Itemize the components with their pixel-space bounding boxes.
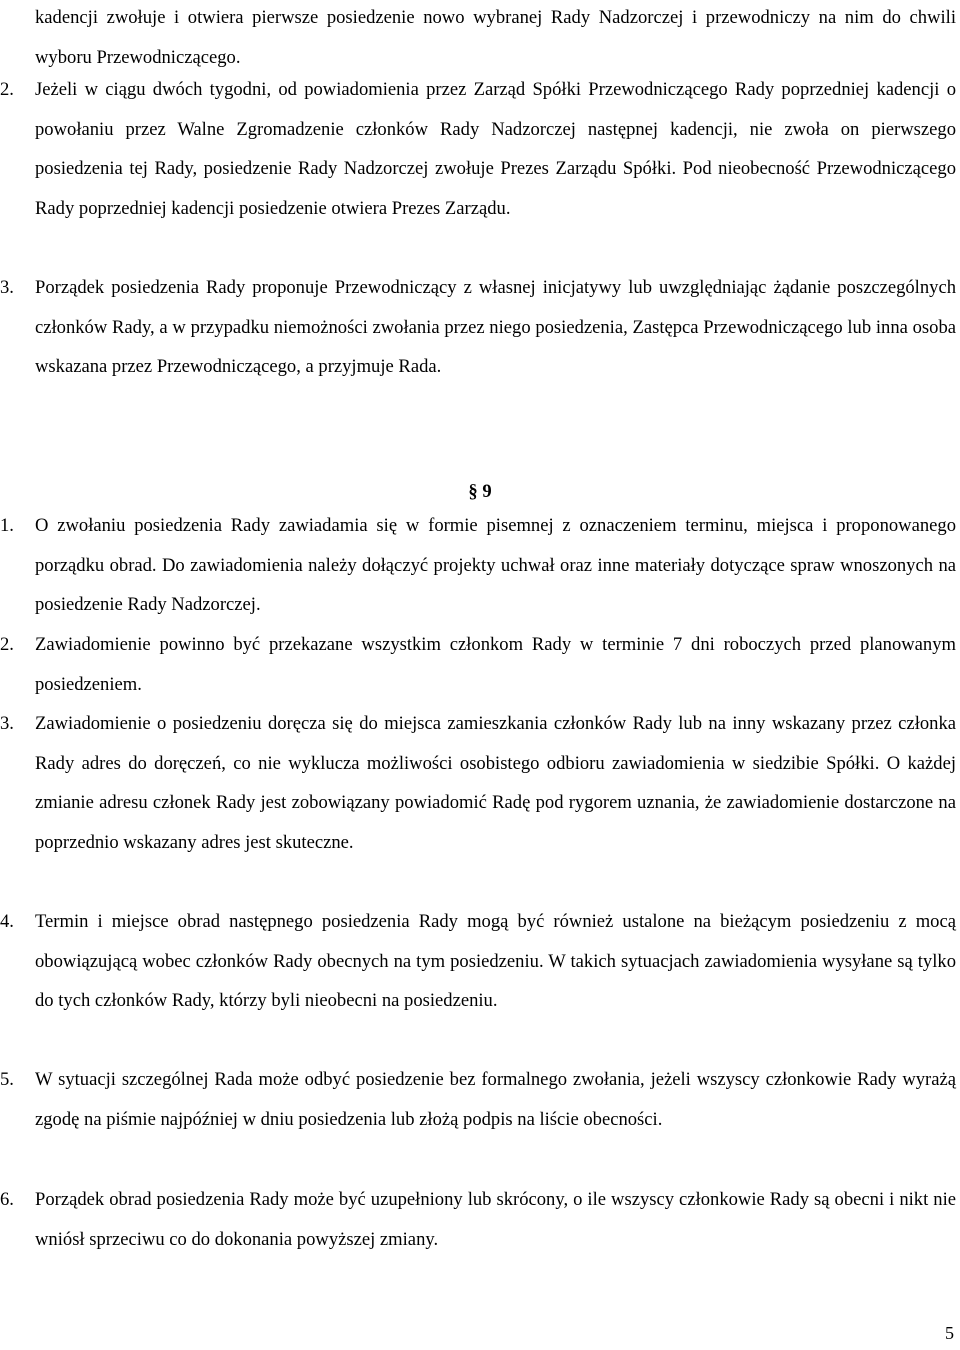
- section-item-5: [0, 1060, 956, 1139]
- section-item-2: [0, 625, 956, 704]
- continuation-paragraph: kadencji zwołuje i otwiera pierwsze posiedzenie nowo wybranej Rady Nadzorczej i przewodniczy na nim do chwili wyboru Przewodniczącego.: [35, 7, 956, 68]
- item-number: 2.: [0, 79, 14, 100]
- list-item-2: [0, 70, 956, 228]
- section-item-1: [0, 506, 956, 625]
- section-heading: § 9: [468, 481, 492, 502]
- item-text: Porządek posiedzenia Rady proponuje Przewodniczący z własnej inicjatywy lub uwzględniając żądanie poszczególnych członków Rady, a w przypadku niemożności zwołania przez niego posiedzenia, Zastępca Przewodniczącego lub inna osoba wskazana przez Przewodniczącego, a przyjmuje Rada.: [35, 277, 956, 377]
- item-text: Zawiadomienie o posiedzeniu doręcza się do miejsca zamieszkania członków Rady lub na inny wskazany przez członka Rady adres do doręczeń, co nie wyklucza możliwości osobistego odbioru zawiadomienia w siedzibie Spółki. O każdej zmianie adresu członek Rady jest zobowiązany powiadomić Radę pod rygorem uznania, że zawiadomienie dostarczone na poprzednio wskazany adres jest skuteczne.: [35, 713, 956, 853]
- item-number: 6.: [0, 1189, 14, 1210]
- item-text: Termin i miejsce obrad następnego posiedzenia Rady mogą być również ustalone na bieżącym posiedzeniu z mocą obowiązującą wobec członków Rady obecnych na tym posiedzeniu. W takich sytuacjach zawiadomienia wysyłane są tylko do tych członków Rady, którzy byli nieobecni na posiedzeniu.: [35, 911, 956, 1011]
- item-text: O zwołaniu posiedzenia Rady zawiadamia się w formie pisemnej z oznaczeniem terminu, miejsca i proponowanego porządku obrad. Do zawiadomienia należy dołączyć projekty uchwał oraz inne materiały dotyczące spraw wnoszonych na posiedzenie Rady Nadzorczej.: [35, 515, 956, 615]
- page-number: 5: [945, 1323, 954, 1343]
- item-number: 4.: [0, 911, 14, 932]
- list-item-3: [0, 268, 956, 387]
- item-number: 3.: [0, 713, 14, 734]
- item-number: 1.: [0, 515, 14, 536]
- item-text: Porządek obrad posiedzenia Rady może być uzupełniony lub skrócony, o ile wszyscy członkowie Rady są obecni i nikt nie wniósł sprzeciwu co do dokonania powyższej zmiany.: [35, 1189, 956, 1250]
- item-text: W sytuacji szczególnej Rada może odbyć posiedzenie bez formalnego zwołania, jeżeli wszyscy członkowie Rady wyrażą zgodę na piśmie najpóźniej w dniu posiedzenia lub złożą podpis na liście obecności.: [35, 1069, 956, 1130]
- item-number: 5.: [0, 1069, 14, 1090]
- item-number: 3.: [0, 277, 14, 298]
- item-text: Jeżeli w ciągu dwóch tygodni, od powiadomienia przez Zarząd Spółki Przewodniczącego Rady poprzedniej kadencji o powołaniu przez Walne Zgromadzenie członków Rady Nadzorczej następnej kadencji, nie zwoła on pierwszego posiedzenia tej Rady, posiedzenie Rady Nadzorczej zwołuje Prezes Zarządu Spółki. Pod nieobecność Przewodniczącego Rady poprzedniej kadencji posiedzenie otwiera Prezes Zarządu.: [35, 79, 956, 219]
- section-item-3: [0, 704, 956, 862]
- item-text: Zawiadomienie powinno być przekazane wszystkim członkom Rady w terminie 7 dni roboczych przed planowanym posiedzeniem.: [35, 634, 956, 695]
- section-item-6: [0, 1180, 956, 1259]
- item-number: 2.: [0, 634, 14, 655]
- section-item-4: [0, 902, 956, 1021]
